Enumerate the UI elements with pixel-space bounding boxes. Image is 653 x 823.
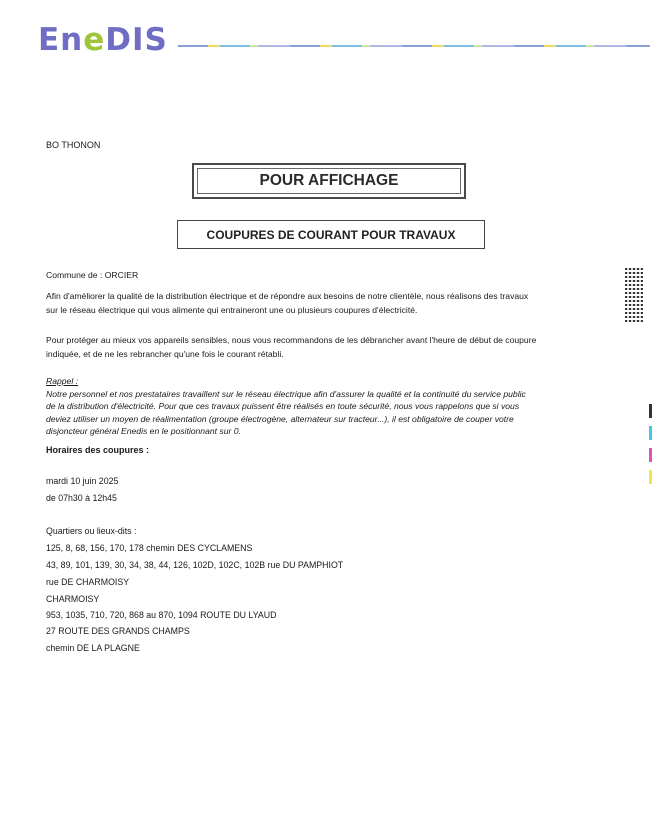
subtitle: COUPURES DE COURANT POUR TRAVAUX bbox=[206, 227, 456, 242]
rappel-title: Rappel : bbox=[46, 376, 79, 386]
title: POUR AFFICHAGE bbox=[259, 172, 399, 189]
schedule-time: de 07h30 à 12h45 bbox=[46, 493, 117, 503]
paragraph-1: Afin d'améliorer la qualité de la distribution électrique et de répondre aux besoins de notre clientèle, nous réalisons des travaux sur le réseau électrique qui vous alimente qui entraineront une ou plusieurs coupures d'électricité. bbox=[46, 291, 529, 315]
place-item: 125, 8, 68, 156, 170, 178 chemin DES CYCLAMENS bbox=[46, 543, 253, 553]
place-item: CHARMOISY bbox=[46, 594, 100, 604]
place-item: chemin DE LA PLAGNE bbox=[46, 643, 140, 653]
subtitle-box bbox=[177, 220, 485, 249]
paragraph-2: Pour protéger au mieux vos appareils sensibles, nous vous recommandons de les débrancher avant l'heure de début de coupure indiquée, et de ne les rebrancher qu'une fois le courant rétabli. bbox=[46, 335, 537, 359]
place-item: 953, 1035, 710, 720, 868 au 870, 1094 ROUTE DU LYAUD bbox=[46, 610, 277, 620]
print-mark-black bbox=[649, 404, 652, 418]
schedule-title: Horaires des coupures : bbox=[46, 445, 150, 455]
place-item: rue DE CHARMOISY bbox=[46, 577, 130, 587]
print-mark-magenta bbox=[649, 448, 652, 462]
enedis-logo: EneDIS bbox=[38, 22, 168, 58]
print-mark-cyan bbox=[649, 426, 652, 440]
place-item: 27 ROUTE DES GRANDS CHAMPS bbox=[46, 626, 190, 636]
places-title: Quartiers ou lieux-dits : bbox=[46, 526, 137, 536]
print-mark-yellow bbox=[649, 470, 652, 484]
header-divider bbox=[178, 45, 650, 47]
schedule-date: mardi 10 juin 2025 bbox=[46, 476, 119, 486]
rappel-block: Rappel : Notre personnel et nos prestataires travaillent sur le réseau électrique afin d'assurer la qualité et la continuité du service public de la distribution d'électricité. Pour que ces travaux puissent être réalisés en toute sécurité, nous vous rappelons que si vous deviez utiliser un moyen de réalimentation (groupe électrogène, alternateur sur tracteur...), il est obligatoire de couper votre disjoncteur général Enedis en le positionnant sur 0. bbox=[46, 375, 606, 438]
sender: BO THONON bbox=[46, 140, 101, 150]
title-box bbox=[192, 163, 466, 199]
commune: Commune de : ORCIER bbox=[46, 270, 139, 280]
place-item: 43, 89, 101, 139, 30, 34, 38, 44, 126, 102D, 102C, 102B rue DU PAMPHIOT bbox=[46, 560, 344, 570]
